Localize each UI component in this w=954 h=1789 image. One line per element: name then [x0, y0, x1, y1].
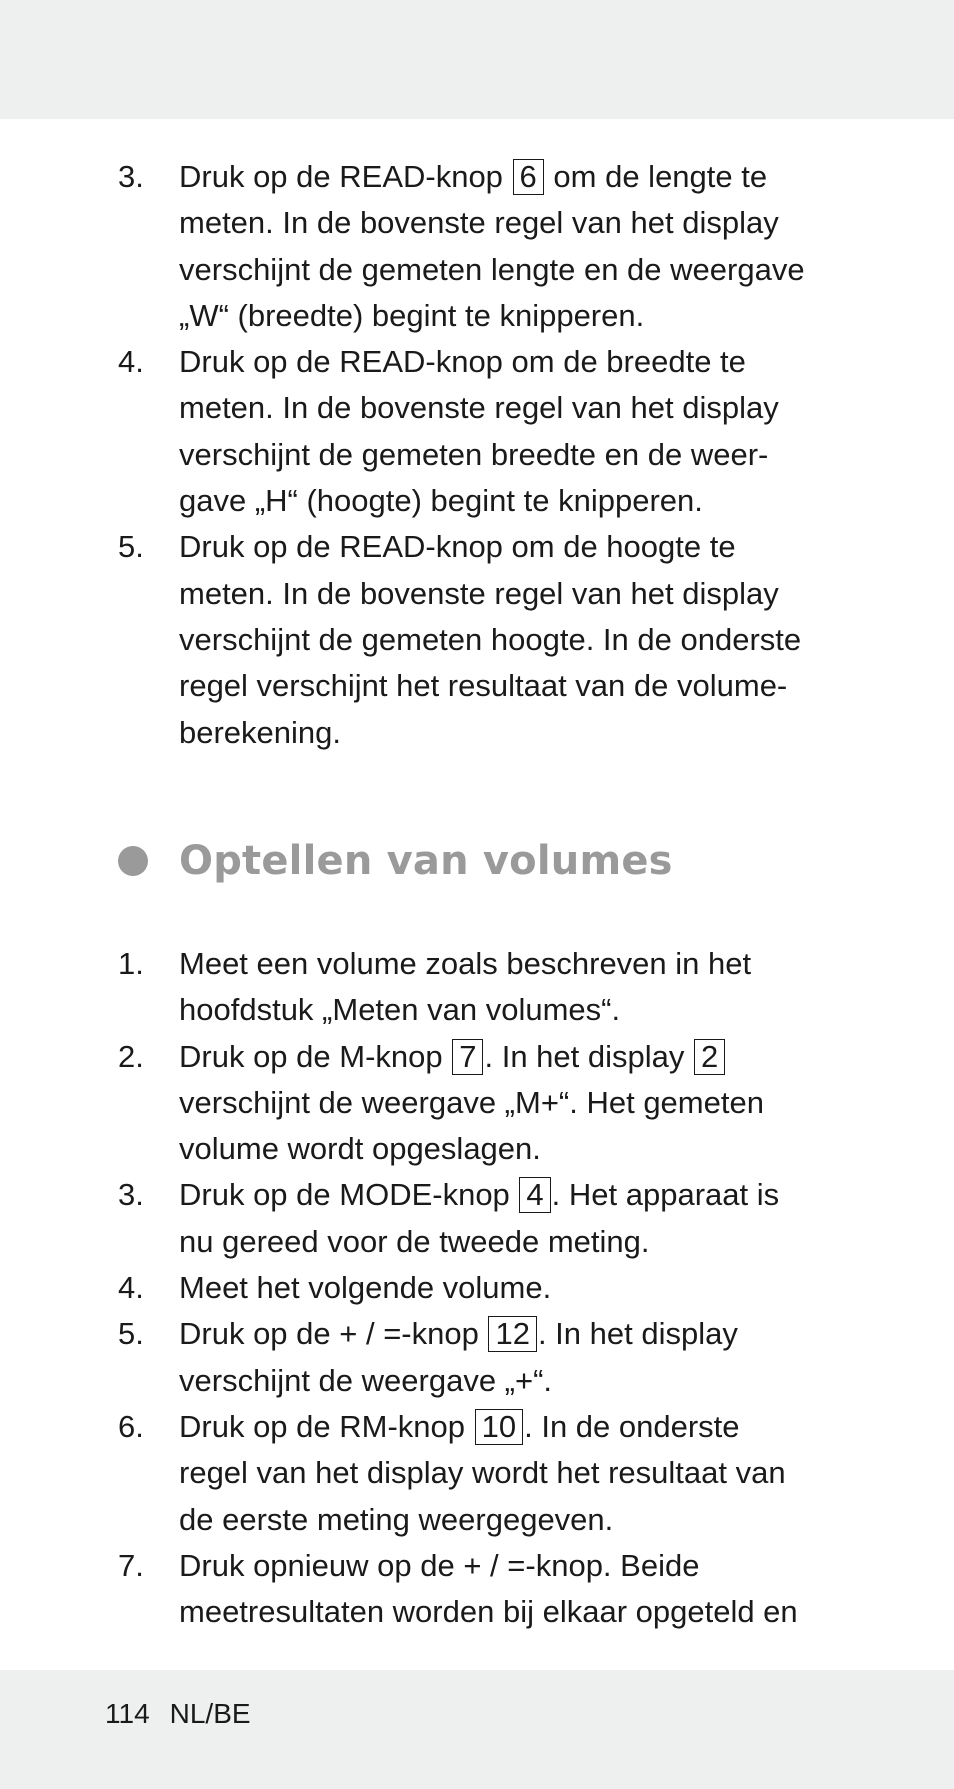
step-text: regel verschijnt het resultaat van de volume- — [179, 668, 788, 704]
step-text-line — [179, 154, 848, 200]
step-number: 5. — [118, 1316, 144, 1352]
step-text-line — [179, 247, 848, 293]
step-text: Druk op de RM-knop — [179, 1408, 474, 1444]
part-reference-box: 2 — [694, 1039, 725, 1075]
instruction-list-continued — [118, 154, 848, 756]
step-text-line — [179, 478, 848, 524]
step-text-line — [179, 1450, 848, 1496]
list-item — [118, 1311, 848, 1404]
step-number: 5. — [118, 529, 144, 565]
step-text-line — [179, 1172, 848, 1218]
step-text: gave „H“ (hoogte) begint te knipperen. — [179, 483, 703, 519]
step-text: . In de onderste — [524, 1408, 740, 1444]
part-reference-box: 12 — [488, 1316, 536, 1352]
locale-label: NL/BE — [169, 1698, 251, 1729]
step-text: Druk op de MODE-knop — [179, 1177, 519, 1213]
step-text: . In het display — [484, 1038, 693, 1074]
step-text-line — [179, 987, 848, 1033]
step-text: berekening. — [179, 714, 342, 750]
step-text: Druk op de M-knop — [179, 1038, 452, 1074]
step-text-line — [179, 663, 848, 709]
step-number: 7. — [118, 1547, 144, 1583]
step-text: de eerste meting weergegeven. — [179, 1501, 614, 1537]
part-reference-box: 10 — [475, 1409, 523, 1445]
step-number: 2. — [118, 1038, 144, 1074]
list-item — [118, 1543, 848, 1636]
step-text-line — [179, 1311, 848, 1357]
list-item — [118, 339, 848, 524]
step-text-line — [179, 293, 848, 339]
step-number: 3. — [118, 1177, 144, 1213]
list-item — [118, 154, 848, 339]
list-item — [118, 1404, 848, 1543]
step-text-line — [179, 1265, 848, 1311]
step-text-line — [179, 1358, 848, 1404]
step-text: Meet het volgende volume. — [179, 1270, 552, 1306]
step-text-line — [179, 1589, 848, 1635]
step-text: verschijnt de weergave „M+“. Het gemeten — [179, 1084, 764, 1120]
top-margin-band — [0, 0, 954, 119]
step-text-line — [179, 571, 848, 617]
step-text-line — [179, 1543, 848, 1589]
step-text: Druk op de READ-knop om de breedte te — [179, 344, 746, 380]
step-text-line — [179, 1126, 848, 1172]
step-text-line — [179, 1080, 848, 1126]
list-item — [118, 941, 848, 1034]
list-item — [118, 1172, 848, 1265]
step-number: 6. — [118, 1408, 144, 1444]
step-text: Druk op de READ-knop — [179, 159, 512, 194]
page-footer — [105, 1698, 271, 1730]
step-text: meten. In de bovenste regel van het display — [179, 575, 779, 611]
step-number: 3. — [118, 159, 144, 194]
heading-bullet-icon — [118, 846, 148, 876]
step-text: . In het display — [537, 1316, 738, 1352]
step-text: verschijnt de gemeten hoogte. In de onderste — [179, 621, 802, 657]
step-text-line — [179, 710, 848, 756]
step-text-line — [179, 1219, 848, 1265]
step-text-line — [179, 200, 848, 246]
step-text: Druk op de READ-knop om de hoogte te — [179, 529, 736, 565]
step-text-line — [179, 524, 848, 570]
list-item — [118, 1265, 848, 1311]
step-text-line — [179, 1497, 848, 1543]
step-text: Druk op de + / =-knop — [179, 1316, 488, 1352]
step-text: meten. In de bovenste regel van het display — [179, 390, 779, 426]
step-text-line — [179, 1034, 848, 1080]
step-text: Meet een volume zoals beschreven in het — [179, 946, 752, 981]
page-number: 114 — [105, 1698, 150, 1729]
step-text: om de lengte te — [544, 159, 768, 194]
step-text-line — [179, 1404, 848, 1450]
step-text: meetresultaten worden bij elkaar opgeteld en — [179, 1594, 798, 1630]
step-number: 1. — [118, 946, 144, 981]
step-number: 4. — [118, 344, 144, 380]
section-title: Optellen van volumes — [179, 838, 673, 884]
step-text: meten. In de bovenste regel van het display — [179, 205, 779, 241]
step-text: Druk opnieuw op de + / =-knop. Beide — [179, 1547, 700, 1583]
step-text: . Het apparaat is — [551, 1177, 780, 1213]
step-text: verschijnt de weergave „+“. — [179, 1362, 553, 1398]
list-item — [118, 524, 848, 755]
step-text: regel van het display wordt het resultaat van — [179, 1455, 786, 1491]
step-text-line — [179, 385, 848, 431]
step-text: nu gereed voor de tweede meting. — [179, 1223, 650, 1259]
part-reference-box: 4 — [519, 1177, 550, 1213]
part-reference-box: 6 — [513, 159, 544, 195]
step-text: verschijnt de gemeten breedte en de weer- — [179, 436, 769, 472]
list-item — [118, 1034, 848, 1173]
section-heading — [118, 838, 673, 884]
part-reference-box: 7 — [452, 1039, 483, 1075]
step-text: volume wordt opgeslagen. — [179, 1131, 541, 1167]
instruction-list-adding-volumes — [118, 941, 848, 1635]
step-text: „W“ (breedte) begint te knipperen. — [179, 297, 645, 333]
step-text: verschijnt de gemeten lengte en de weergave — [179, 251, 805, 287]
step-text-line — [179, 339, 848, 385]
step-text-line — [179, 941, 848, 987]
step-text-line — [179, 432, 848, 478]
step-text-line — [179, 617, 848, 663]
step-number: 4. — [118, 1270, 144, 1306]
step-text: hoofdstuk „Meten van volumes“. — [179, 992, 621, 1028]
